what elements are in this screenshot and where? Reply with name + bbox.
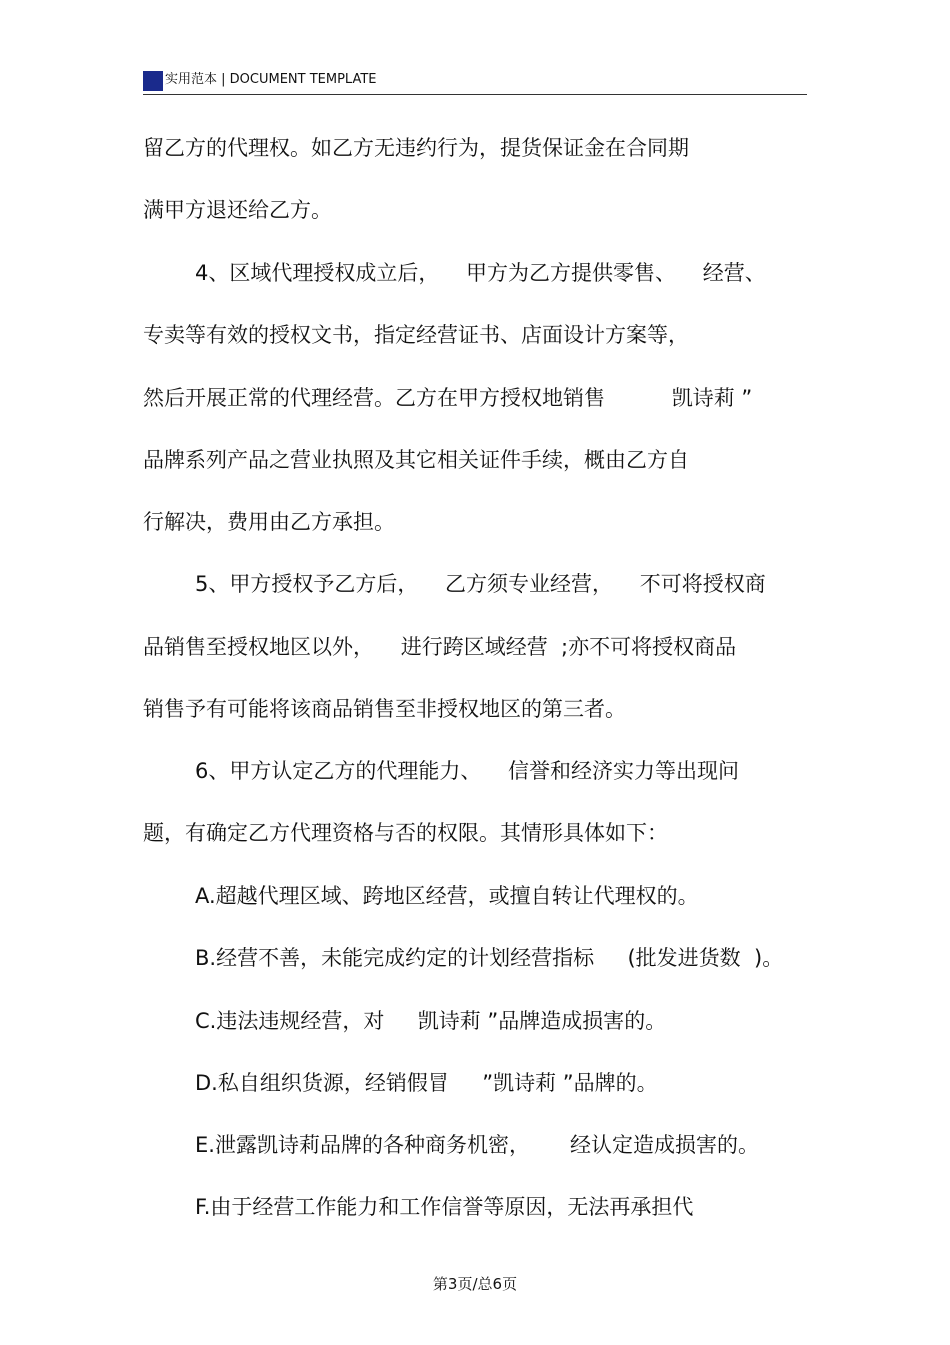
body-line: 留乙方的代理权。如乙方无违约行为，提货保证金在合同期 [143, 136, 689, 160]
header-title: 实用范本 | DOCUMENT TEMPLATE [165, 72, 377, 87]
body-line: 品销售至授权地区以外， 进行跨区域经营 ;亦不可将授权商品 [143, 635, 737, 659]
body-line: 品牌系列产品之营业执照及其它相关证件手续，概由乙方自 [143, 448, 689, 472]
body-line: 4、区域代理授权成立后， 甲方为乙方提供零售、 经营、 [195, 261, 766, 285]
body-line: B.经营不善，未能完成约定的计划经营指标 (批发进货数 )。 [195, 946, 784, 970]
body-line: 满甲方退还给乙方。 [143, 198, 332, 222]
body-line: D.私自组织货源，经销假冒 ”凯诗莉 ”品牌的。 [195, 1071, 658, 1095]
header-logo-square [143, 71, 163, 91]
body-line: 题，有确定乙方代理资格与否的权限。其情形具体如下： [143, 821, 668, 845]
body-line: 然后开展正常的代理经营。乙方在甲方授权地销售 凯诗莉 ” [143, 386, 753, 410]
document-header [143, 68, 807, 95]
body-line: A.超越代理区域、跨地区经营，或擅自转让代理权的。 [195, 884, 699, 908]
body-line: 6、甲方认定乙方的代理能力、 信誉和经济实力等出现问 [195, 759, 740, 783]
body-line: 行解决，费用由乙方承担。 [143, 510, 395, 534]
body-line: 销售予有可能将该商品销售至非授权地区的第三者。 [143, 697, 626, 721]
body-line: 专卖等有效的授权文书，指定经营证书、店面设计方案等， [143, 323, 689, 347]
page-indicator: 第3页/总6页 [432, 1275, 518, 1293]
body-line: F.由于经营工作能力和工作信誉等原因，无法再承担代 [195, 1195, 694, 1219]
body-line: C.违法违规经营，对 凯诗莉 ”品牌造成损害的。 [195, 1009, 667, 1033]
body-line: E.泄露凯诗莉品牌的各种商务机密， 经认定造成损害的。 [195, 1133, 759, 1157]
body-line: 5、甲方授权予乙方后， 乙方须专业经营， 不可将授权商 [195, 572, 766, 596]
